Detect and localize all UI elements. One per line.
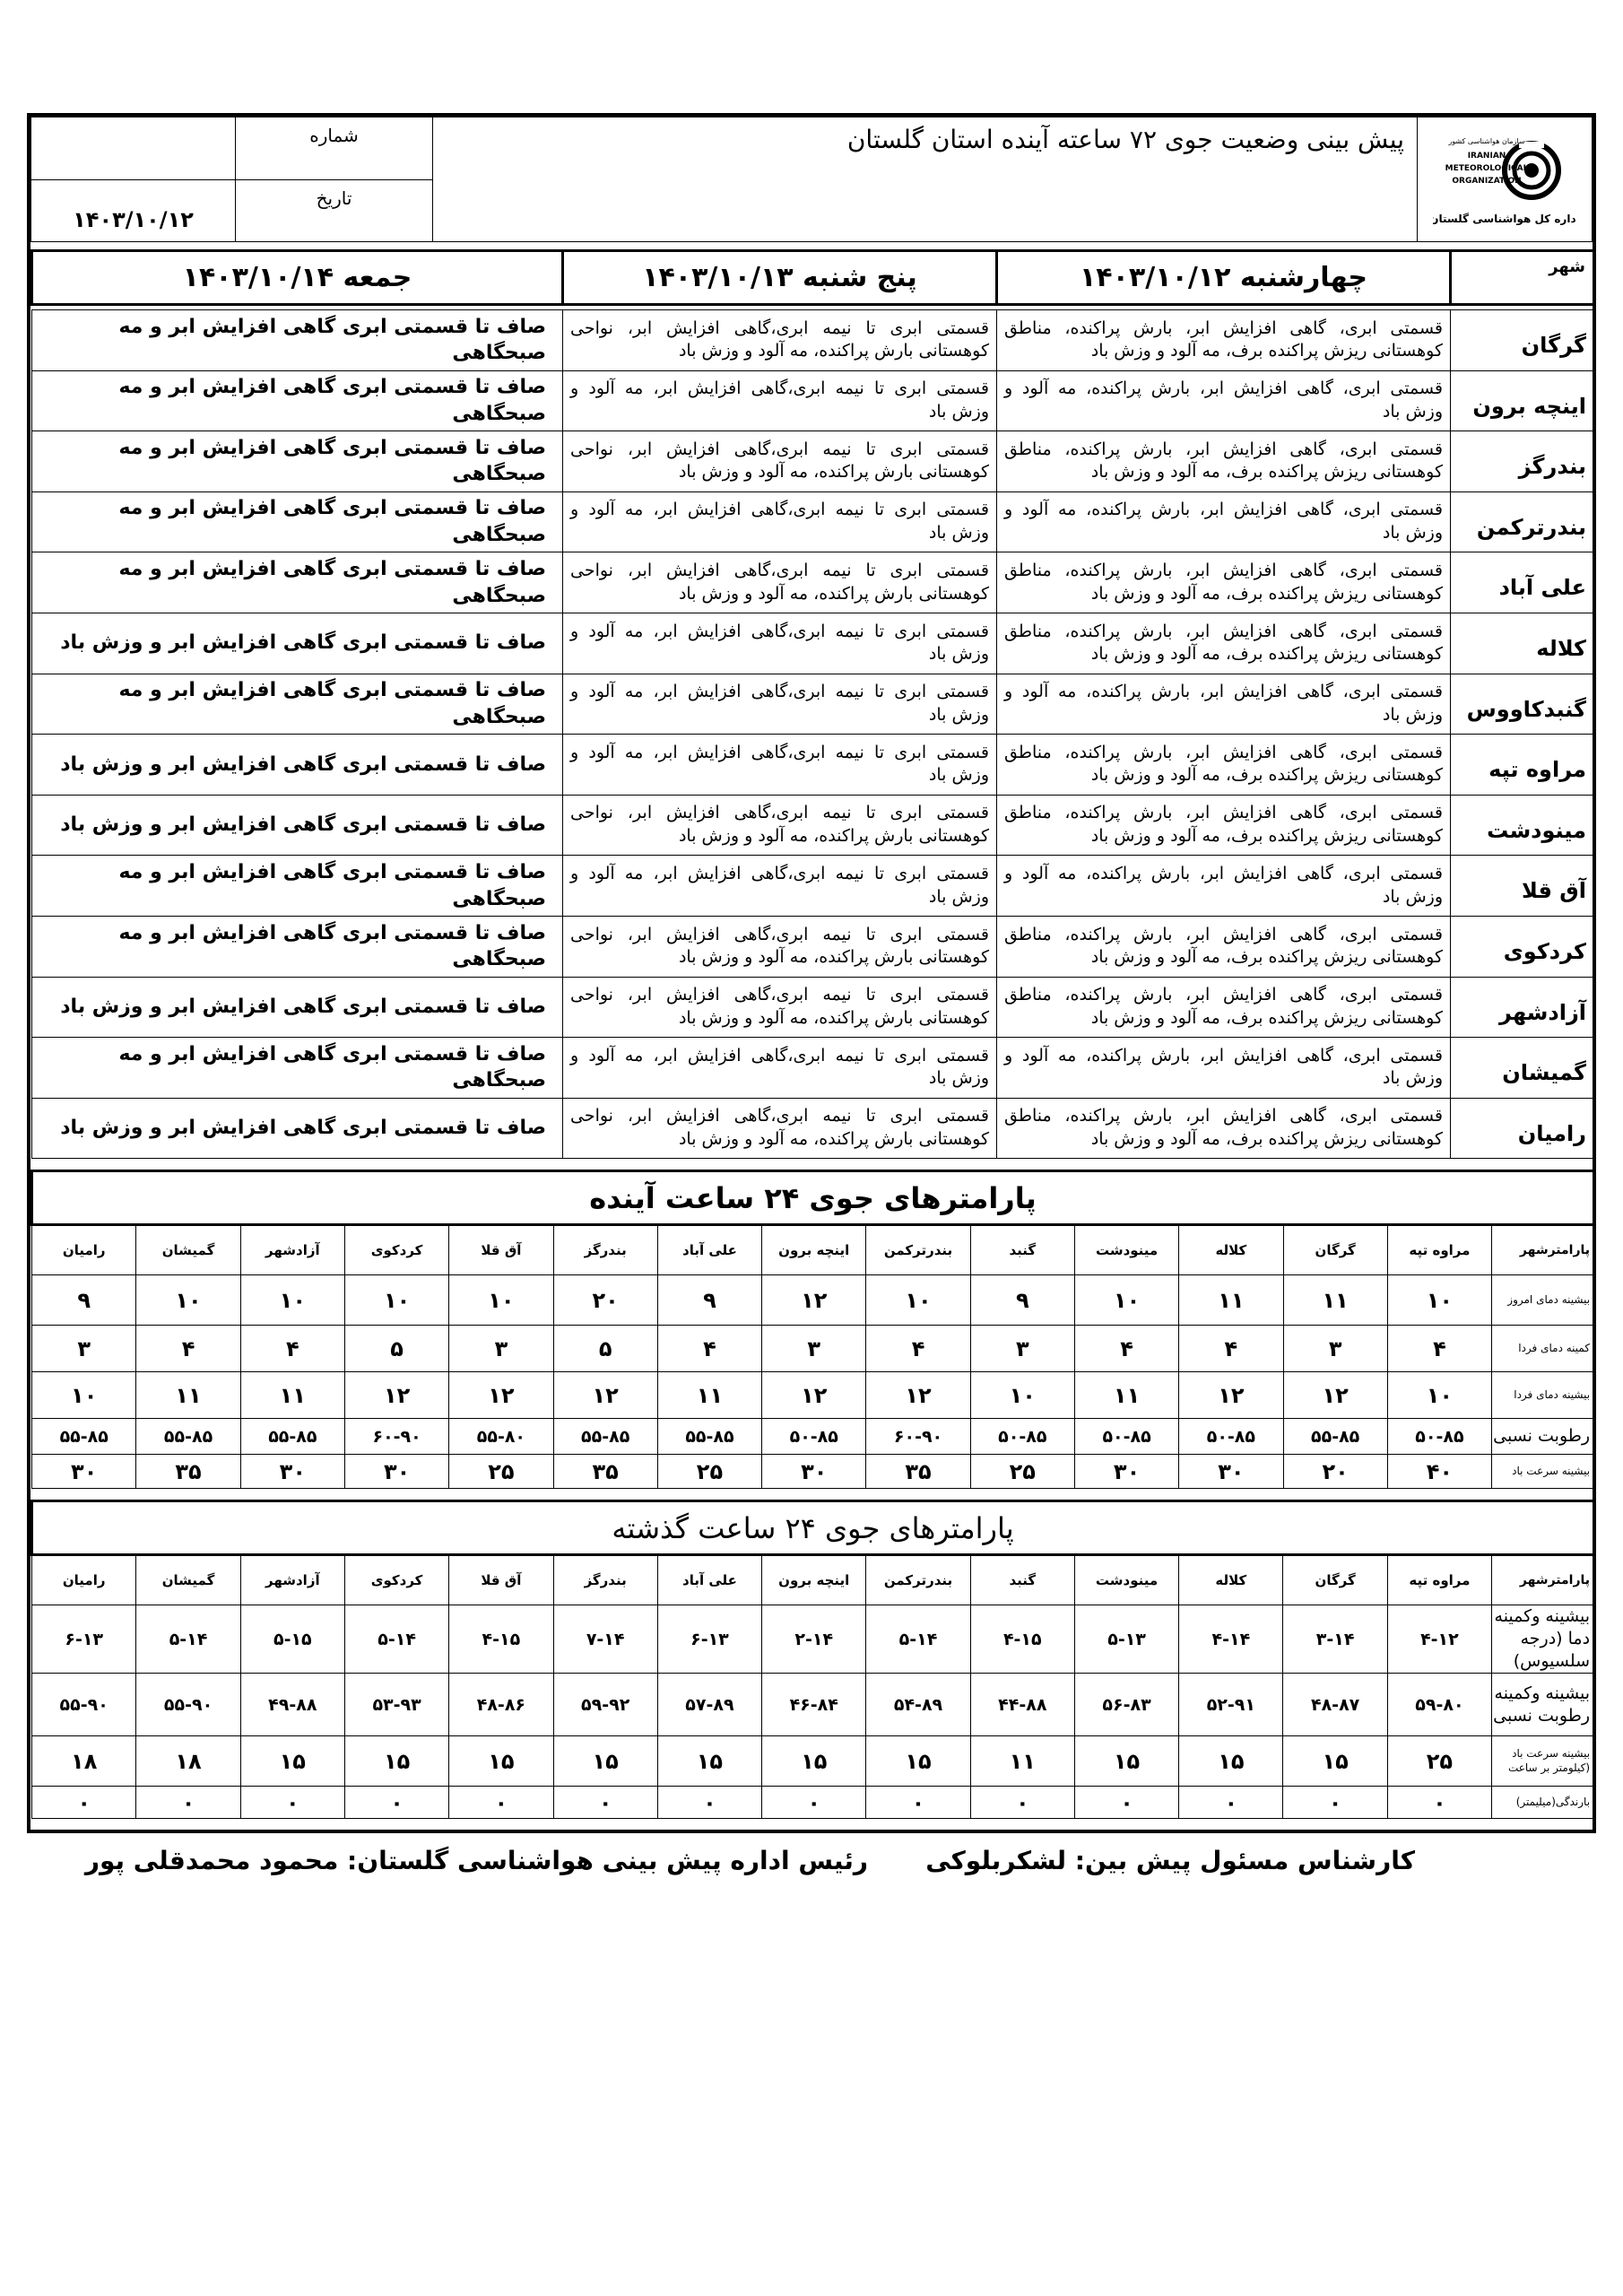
city-name: مینودشت	[1451, 795, 1594, 856]
past-city-header: اینچه برون	[762, 1555, 866, 1605]
future-city-header: اینچه برون	[762, 1225, 866, 1275]
future-param-label: بیشینه سرعت باد	[1492, 1455, 1594, 1489]
forecast-row	[32, 674, 1594, 735]
past-param-value: ۶-۱۳	[32, 1605, 136, 1674]
past-param-row	[32, 1674, 1594, 1736]
document-header	[30, 117, 1593, 242]
future-param-value: ۵۵-۸۵	[657, 1419, 761, 1455]
past-city-header: گرگان	[1283, 1555, 1387, 1605]
city-name: گرگان	[1451, 310, 1594, 371]
future-param-value: ۵۰-۸۵	[1179, 1419, 1283, 1455]
past-param-value: ۰	[1179, 1787, 1283, 1819]
city-name: گمیشان	[1451, 1038, 1594, 1099]
future-param-value: ۹	[657, 1275, 761, 1326]
daily-forecast-table	[30, 249, 1595, 1159]
logo-text-en-1: IRANIAN	[1467, 152, 1506, 161]
day-header-3: جمعه ۱۴۰۳/۱۰/۱۴	[32, 251, 563, 305]
past-param-value: ۱۵	[657, 1736, 761, 1787]
future-param-value: ۲۵	[449, 1455, 553, 1489]
past-param-value: ۵۹-۹۲	[553, 1674, 657, 1736]
past-param-value: ۰	[553, 1787, 657, 1819]
future-param-value: ۱۱	[136, 1372, 240, 1419]
future-params-table	[30, 1170, 1595, 1489]
forecast-day-1: قسمتی ابری، گاهی افزایش ابر، بارش پراکنده، مناطق کوهستانی ریزش پراکنده برف، مه آلود و وزش باد	[997, 916, 1451, 977]
past-param-value: ۴-۱۴	[1179, 1605, 1283, 1674]
future-param-value: ۴	[866, 1326, 970, 1372]
past-city-header: بندرترکمن	[866, 1555, 970, 1605]
future-param-value: ۳۰	[762, 1455, 866, 1489]
forecaster-signature: کارشناس مسئول پیش بین: لشکربلوکی	[925, 1846, 1415, 1875]
city-name: بندرگز	[1451, 431, 1594, 492]
forecast-day-2: قسمتی ابری تا نیمه ابری،گاهی افزایش ابر، مه آلود و وزش باد	[563, 491, 997, 552]
logo-text-en-2: METEOROLOGICAL	[1445, 164, 1529, 173]
past-param-value: ۱۵	[866, 1736, 970, 1787]
past-param-value: ۵-۱۳	[1074, 1605, 1178, 1674]
past-city-header: گمیشان	[136, 1555, 240, 1605]
forecast-day-2: قسمتی ابری تا نیمه ابری،گاهی افزایش ابر، مه آلود و وزش باد	[563, 735, 997, 796]
future-param-value: ۶۰-۹۰	[866, 1419, 970, 1455]
past-param-value: ۵-۱۴	[136, 1605, 240, 1674]
future-city-header: رامیان	[32, 1225, 136, 1275]
forecast-day-2: قسمتی ابری تا نیمه ابری،گاهی افزایش ابر، مه آلود و وزش باد	[563, 674, 997, 735]
forecast-day-3: صاف تا قسمتی ابری گاهی افزایش ابر و وزش باد	[32, 977, 563, 1038]
forecast-day-3: صاف تا قسمتی ابری گاهی افزایش ابر و وزش باد	[32, 795, 563, 856]
future-city-header: آزادشهر	[240, 1225, 344, 1275]
city-name: آزادشهر	[1451, 977, 1594, 1038]
forecast-row	[32, 856, 1594, 917]
future-param-value: ۱۲	[762, 1372, 866, 1419]
forecast-day-2: قسمتی ابری تا نیمه ابری،گاهی افزایش ابر، نواحی کوهستانی بارش پراکنده، مه آلود و وزش باد	[563, 977, 997, 1038]
forecast-row	[32, 1038, 1594, 1099]
past-city-header: مینودشت	[1074, 1555, 1178, 1605]
future-param-value: ۱۱	[240, 1372, 344, 1419]
past-param-value: ۵۵-۹۰	[136, 1674, 240, 1736]
past-city-header: علی آباد	[657, 1555, 761, 1605]
future-param-value: ۵۰-۸۵	[1387, 1419, 1491, 1455]
city-name: بندرترکمن	[1451, 491, 1594, 552]
future-param-value: ۱۱	[1074, 1372, 1178, 1419]
future-city-header: علی آباد	[657, 1225, 761, 1275]
past-param-value: ۰	[1283, 1787, 1387, 1819]
forecast-day-3: صاف تا قسمتی ابری گاهی افزایش ابر و مه صبحگاهی	[32, 370, 563, 431]
future-param-value: ۶۰-۹۰	[344, 1419, 448, 1455]
forecast-day-1: قسمتی ابری، گاهی افزایش ابر، بارش پراکنده، مه آلود و وزش باد	[997, 1038, 1451, 1099]
future-param-label: رطوبت نسبی	[1492, 1419, 1594, 1455]
past-param-value: ۰	[1074, 1787, 1178, 1819]
logo-cell	[1418, 117, 1593, 242]
future-param-value: ۵۵-۸۵	[1283, 1419, 1387, 1455]
past-param-row	[32, 1736, 1594, 1787]
future-city-header: مینودشت	[1074, 1225, 1178, 1275]
city-name: گنبدکاووس	[1451, 674, 1594, 735]
future-param-row	[32, 1455, 1594, 1489]
future-city-header: گمیشان	[136, 1225, 240, 1275]
forecast-day-1: قسمتی ابری، گاهی افزایش ابر، بارش پراکنده، مه آلود و وزش باد	[997, 856, 1451, 917]
forecast-day-1: قسمتی ابری، گاهی افزایش ابر، بارش پراکنده، مناطق کوهستانی ریزش پراکنده برف، مه آلود و وزش باد	[997, 1098, 1451, 1159]
future-param-row	[32, 1419, 1594, 1455]
future-param-value: ۱۲	[762, 1275, 866, 1326]
forecast-row	[32, 1098, 1594, 1159]
future-param-value: ۴	[1074, 1326, 1178, 1372]
future-param-value: ۵	[344, 1326, 448, 1372]
forecast-row	[32, 491, 1594, 552]
date-value: ۱۴۰۳/۱۰/۱۲	[31, 179, 236, 242]
city-name: آق قلا	[1451, 856, 1594, 917]
future-param-value: ۱۲	[449, 1372, 553, 1419]
future-param-value: ۳	[1283, 1326, 1387, 1372]
future-param-label: بیشینه دمای امروز	[1492, 1275, 1594, 1326]
past-city-header: آق قلا	[449, 1555, 553, 1605]
forecast-row	[32, 977, 1594, 1038]
future-param-value: ۱۲	[344, 1372, 448, 1419]
day-header-1: چهارشنبه ۱۴۰۳/۱۰/۱۲	[997, 251, 1451, 305]
past-param-value: ۱۵	[1283, 1736, 1387, 1787]
forecast-day-3: صاف تا قسمتی ابری گاهی افزایش ابر و مه صبحگاهی	[32, 916, 563, 977]
past-param-value: ۱۵	[1074, 1736, 1178, 1787]
future-param-value: ۱۰	[240, 1275, 344, 1326]
future-city-header: کلاله	[1179, 1225, 1283, 1275]
future-param-value: ۵۵-۸۵	[553, 1419, 657, 1455]
future-param-value: ۳	[970, 1326, 1074, 1372]
forecast-day-3: صاف تا قسمتی ابری گاهی افزایش ابر و مه صبحگاهی	[32, 552, 563, 613]
past-param-value: ۰	[1387, 1787, 1491, 1819]
future-param-value: ۱۲	[553, 1372, 657, 1419]
future-param-value: ۴	[1179, 1326, 1283, 1372]
future-param-value: ۱۰	[970, 1372, 1074, 1419]
forecast-day-2: قسمتی ابری تا نیمه ابری،گاهی افزایش ابر، مه آلود و وزش باد	[563, 370, 997, 431]
future-param-row	[32, 1326, 1594, 1372]
forecast-day-2: قسمتی ابری تا نیمه ابری،گاهی افزایش ابر، نواحی کوهستانی بارش پراکنده، مه آلود و وزش باد	[563, 795, 997, 856]
forecast-day-2: قسمتی ابری تا نیمه ابری،گاهی افزایش ابر، نواحی کوهستانی بارش پراکنده، مه آلود و وزش باد	[563, 552, 997, 613]
past-param-value: ۵-۱۴	[866, 1605, 970, 1674]
future-city-header: مراوه تپه	[1387, 1225, 1491, 1275]
past-param-value: ۷-۱۴	[553, 1605, 657, 1674]
forecast-day-3: صاف تا قسمتی ابری گاهی افزایش ابر و مه صبحگاهی	[32, 310, 563, 371]
future-param-value: ۱۰	[136, 1275, 240, 1326]
future-param-row	[32, 1372, 1594, 1419]
head-signature: رئیس اداره پیش بینی هواشناسی گلستان: محمود محمدقلی پور	[84, 1846, 868, 1875]
future-param-value: ۱۰	[449, 1275, 553, 1326]
future-param-value: ۴۰	[1387, 1455, 1491, 1489]
forecast-day-2: قسمتی ابری تا نیمه ابری،گاهی افزایش ابر، مه آلود و وزش باد	[563, 856, 997, 917]
future-param-value: ۱۲	[1283, 1372, 1387, 1419]
future-param-value: ۵۵-۸۰	[449, 1419, 553, 1455]
past-param-label: بیشینه وکمینه دما (درجه سلسیوس)	[1492, 1605, 1594, 1674]
past-param-value: ۰	[657, 1787, 761, 1819]
future-param-row	[32, 1275, 1594, 1326]
past-param-value: ۰	[970, 1787, 1074, 1819]
past-param-value: ۱۵	[240, 1736, 344, 1787]
city-name: اینچه برون	[1451, 370, 1594, 431]
future-param-value: ۳۵	[553, 1455, 657, 1489]
future-param-value: ۳۵	[136, 1455, 240, 1489]
past-param-value: ۰	[449, 1787, 553, 1819]
forecast-day-3: صاف تا قسمتی ابری گاهی افزایش ابر و مه صبحگاهی	[32, 491, 563, 552]
future-param-value: ۲۵	[657, 1455, 761, 1489]
city-name: رامیان	[1451, 1098, 1594, 1159]
future-param-value: ۳۰	[1179, 1455, 1283, 1489]
forecast-day-3: صاف تا قسمتی ابری گاهی افزایش ابر و مه صبحگاهی	[32, 1038, 563, 1099]
forecast-day-1: قسمتی ابری، گاهی افزایش ابر، بارش پراکنده، مناطق کوهستانی ریزش پراکنده برف، مه آلود و وزش باد	[997, 431, 1451, 492]
past-param-label: بارندگی(میلیمتر)	[1492, 1787, 1594, 1819]
city-name: علی آباد	[1451, 552, 1594, 613]
future-city-header: بندرگز	[553, 1225, 657, 1275]
number-label: شماره	[236, 117, 433, 180]
logo-text-top: سازمان هواشناسی کشور	[1448, 137, 1525, 145]
past-param-value: ۴۹-۸۸	[240, 1674, 344, 1736]
past-param-value: ۱۸	[136, 1736, 240, 1787]
future-param-value: ۴	[240, 1326, 344, 1372]
forecast-day-2: قسمتی ابری تا نیمه ابری،گاهی افزایش ابر، نواحی کوهستانی بارش پراکنده، مه آلود و وزش باد	[563, 1098, 997, 1159]
future-param-value: ۴	[657, 1326, 761, 1372]
forecast-day-1: قسمتی ابری، گاهی افزایش ابر، بارش پراکنده، مناطق کوهستانی ریزش پراکنده برف، مه آلود و وزش باد	[997, 310, 1451, 371]
past-param-value: ۵۹-۸۰	[1387, 1674, 1491, 1736]
past-param-value: ۵۳-۹۳	[344, 1674, 448, 1736]
forecast-day-1: قسمتی ابری، گاهی افزایش ابر، بارش پراکنده، مناطق کوهستانی ریزش پراکنده برف، مه آلود و وزش باد	[997, 613, 1451, 674]
past-param-value: ۵۷-۸۹	[657, 1674, 761, 1736]
future-param-value: ۲۰	[1283, 1455, 1387, 1489]
past-param-value: ۵۲-۹۱	[1179, 1674, 1283, 1736]
forecast-document	[27, 113, 1596, 1833]
past-city-header: رامیان	[32, 1555, 136, 1605]
future-param-value: ۳۰	[344, 1455, 448, 1489]
past-param-value: ۵۶-۸۳	[1074, 1674, 1178, 1736]
past-param-value: ۱۵	[344, 1736, 448, 1787]
future-param-value: ۱۰	[32, 1372, 136, 1419]
city-name: مراوه تپه	[1451, 735, 1594, 796]
forecast-day-2: قسمتی ابری تا نیمه ابری،گاهی افزایش ابر، نواحی کوهستانی بارش پراکنده، مه آلود و وزش باد	[563, 431, 997, 492]
future-param-value: ۲۵	[970, 1455, 1074, 1489]
document-title: پیش بینی وضعیت جوی ۷۲ ساعته آینده استان گلستان	[433, 117, 1418, 242]
forecast-day-3: صاف تا قسمتی ابری گاهی افزایش ابر و مه صبحگاهی	[32, 431, 563, 492]
forecast-day-3: صاف تا قسمتی ابری گاهی افزایش ابر و وزش باد	[32, 613, 563, 674]
past-param-value: ۴-۱۵	[449, 1605, 553, 1674]
future-city-header: گنبد	[970, 1225, 1074, 1275]
city-name: کردکوی	[1451, 916, 1594, 977]
past-param-row	[32, 1787, 1594, 1819]
future-param-value: ۱۰	[1387, 1275, 1491, 1326]
past-city-header: بندرگز	[553, 1555, 657, 1605]
future-param-value: ۵۰-۸۵	[970, 1419, 1074, 1455]
forecast-row	[32, 735, 1594, 796]
past-param-value: ۰	[32, 1787, 136, 1819]
future-param-value: ۵	[553, 1326, 657, 1372]
past-param-value: ۶-۱۳	[657, 1605, 761, 1674]
city-column-header: شهر	[1451, 251, 1594, 305]
forecast-day-1: قسمتی ابری، گاهی افزایش ابر، بارش پراکنده، مه آلود و وزش باد	[997, 674, 1451, 735]
past-param-value: ۱۵	[1179, 1736, 1283, 1787]
forecast-day-1: قسمتی ابری، گاهی افزایش ابر، بارش پراکنده، مناطق کوهستانی ریزش پراکنده برف، مه آلود و وزش باد	[997, 977, 1451, 1038]
past-param-value: ۵-۱۵	[240, 1605, 344, 1674]
forecast-day-3: صاف تا قسمتی ابری گاهی افزایش ابر و مه صبحگاهی	[32, 674, 563, 735]
number-value	[31, 117, 236, 180]
past-param-value: ۴۶-۸۴	[762, 1674, 866, 1736]
forecast-row	[32, 613, 1594, 674]
future-param-value: ۱۱	[1283, 1275, 1387, 1326]
past-param-row	[32, 1605, 1594, 1674]
future-city-header: بندرترکمن	[866, 1225, 970, 1275]
forecast-row	[32, 916, 1594, 977]
future-corner-header: پارامترشهر	[1492, 1225, 1594, 1275]
signature-footer	[0, 1846, 1623, 1891]
future-param-label: بیشینه دمای فردا	[1492, 1372, 1594, 1419]
past-param-value: ۴-۱۵	[970, 1605, 1074, 1674]
future-param-value: ۹	[970, 1275, 1074, 1326]
forecast-day-2: قسمتی ابری تا نیمه ابری،گاهی افزایش ابر، نواحی کوهستانی بارش پراکنده، مه آلود و وزش باد	[563, 916, 997, 977]
future-param-value: ۳	[762, 1326, 866, 1372]
past-city-header: گنبد	[970, 1555, 1074, 1605]
past-city-header: کلاله	[1179, 1555, 1283, 1605]
forecast-day-3: صاف تا قسمتی ابری گاهی افزایش ابر و وزش باد	[32, 1098, 563, 1159]
past-param-value: ۲-۱۴	[762, 1605, 866, 1674]
past-param-value: ۴۴-۸۸	[970, 1674, 1074, 1736]
future-param-value: ۹	[32, 1275, 136, 1326]
future-param-value: ۳۰	[240, 1455, 344, 1489]
forecast-day-1: قسمتی ابری، گاهی افزایش ابر، بارش پراکنده، مناطق کوهستانی ریزش پراکنده برف، مه آلود و وزش باد	[997, 552, 1451, 613]
past-params-title: پارامترهای جوی ۲۴ ساعت گذشته	[32, 1501, 1594, 1555]
future-city-header: آق قلا	[449, 1225, 553, 1275]
future-param-value: ۱۰	[1074, 1275, 1178, 1326]
future-param-value: ۳۵	[866, 1455, 970, 1489]
future-param-value: ۲۰	[553, 1275, 657, 1326]
future-param-value: ۱۲	[866, 1372, 970, 1419]
future-param-value: ۱۰	[1387, 1372, 1491, 1419]
forecast-day-2: قسمتی ابری تا نیمه ابری،گاهی افزایش ابر، مه آلود و وزش باد	[563, 613, 997, 674]
forecast-day-2: قسمتی ابری تا نیمه ابری،گاهی افزایش ابر، مه آلود و وزش باد	[563, 1038, 997, 1099]
forecast-day-1: قسمتی ابری، گاهی افزایش ابر، بارش پراکنده، مه آلود و وزش باد	[997, 370, 1451, 431]
forecast-day-3: صاف تا قسمتی ابری گاهی افزایش ابر و وزش باد	[32, 735, 563, 796]
future-param-value: ۵۰-۸۵	[1074, 1419, 1178, 1455]
past-param-value: ۰	[344, 1787, 448, 1819]
forecast-row	[32, 431, 1594, 492]
future-param-value: ۵۵-۸۵	[32, 1419, 136, 1455]
day-header-2: پنج شنبه ۱۴۰۳/۱۰/۱۳	[563, 251, 997, 305]
past-city-header: مراوه تپه	[1387, 1555, 1491, 1605]
future-param-value: ۱۲	[1179, 1372, 1283, 1419]
past-param-value: ۴۸-۸۶	[449, 1674, 553, 1736]
future-param-value: ۴	[1387, 1326, 1491, 1372]
past-param-value: ۰	[866, 1787, 970, 1819]
past-param-value: ۳-۱۴	[1283, 1605, 1387, 1674]
future-param-value: ۳۰	[1074, 1455, 1178, 1489]
future-param-value: ۱۰	[344, 1275, 448, 1326]
past-param-value: ۱۱	[970, 1736, 1074, 1787]
forecast-row	[32, 310, 1594, 371]
forecast-row	[32, 795, 1594, 856]
date-label: تاریخ	[236, 179, 433, 242]
past-corner-header: پارامترشهر	[1492, 1555, 1594, 1605]
forecast-day-1: قسمتی ابری، گاهی افزایش ابر، بارش پراکنده، مه آلود و وزش باد	[997, 491, 1451, 552]
future-param-value: ۱۰	[866, 1275, 970, 1326]
past-city-header: کردکوی	[344, 1555, 448, 1605]
past-param-value: ۰	[240, 1787, 344, 1819]
future-param-value: ۳	[32, 1326, 136, 1372]
past-param-value: ۱۸	[32, 1736, 136, 1787]
past-param-value: ۵۵-۹۰	[32, 1674, 136, 1736]
future-param-value: ۵۵-۸۵	[240, 1419, 344, 1455]
past-param-value: ۵۴-۸۹	[866, 1674, 970, 1736]
city-name: کلاله	[1451, 613, 1594, 674]
future-param-value: ۳۰	[32, 1455, 136, 1489]
future-params-title: پارامترهای جوی ۲۴ ساعت آینده	[32, 1171, 1594, 1225]
forecast-day-1: قسمتی ابری، گاهی افزایش ابر، بارش پراکنده، مناطق کوهستانی ریزش پراکنده برف، مه آلود و وزش باد	[997, 795, 1451, 856]
future-param-label: کمینه دمای فردا	[1492, 1326, 1594, 1372]
future-param-value: ۳	[449, 1326, 553, 1372]
future-param-value: ۱۱	[1179, 1275, 1283, 1326]
past-param-value: ۱۵	[553, 1736, 657, 1787]
forecast-day-3: صاف تا قسمتی ابری گاهی افزایش ابر و مه صبحگاهی	[32, 856, 563, 917]
past-param-label: بیشینه سرعت باد (کیلومتر بر ساعت	[1492, 1736, 1594, 1787]
past-param-value: ۲۵	[1387, 1736, 1491, 1787]
future-param-value: ۵۵-۸۵	[136, 1419, 240, 1455]
past-param-value: ۱۵	[762, 1736, 866, 1787]
past-param-value: ۴۸-۸۷	[1283, 1674, 1387, 1736]
logo-caption: اداره کل هواشناسی گلستان	[1433, 213, 1576, 225]
logo-text-en-3: ORGANIZATION	[1452, 177, 1522, 186]
past-param-value: ۴-۱۲	[1387, 1605, 1491, 1674]
future-city-header: کردکوی	[344, 1225, 448, 1275]
forecast-day-2: قسمتی ابری تا نیمه ابری،گاهی افزایش ابر، نواحی کوهستانی بارش پراکنده، مه آلود و وزش باد	[563, 310, 997, 371]
future-param-value: ۵۰-۸۵	[762, 1419, 866, 1455]
past-city-header: آزادشهر	[240, 1555, 344, 1605]
forecast-row	[32, 370, 1594, 431]
past-param-value: ۵-۱۴	[344, 1605, 448, 1674]
past-param-value: ۱۵	[449, 1736, 553, 1787]
meteorological-organization-logo	[1433, 124, 1576, 231]
future-city-header: گرگان	[1283, 1225, 1387, 1275]
past-params-table	[30, 1500, 1595, 1819]
past-param-value: ۰	[136, 1787, 240, 1819]
past-param-label: بیشینه وکمینه رطوبت نسبی	[1492, 1674, 1594, 1736]
forecast-day-1: قسمتی ابری، گاهی افزایش ابر، بارش پراکنده، مناطق کوهستانی ریزش پراکنده برف، مه آلود و وزش باد	[997, 735, 1451, 796]
future-param-value: ۱۱	[657, 1372, 761, 1419]
forecast-row	[32, 552, 1594, 613]
past-param-value: ۰	[762, 1787, 866, 1819]
future-param-value: ۴	[136, 1326, 240, 1372]
